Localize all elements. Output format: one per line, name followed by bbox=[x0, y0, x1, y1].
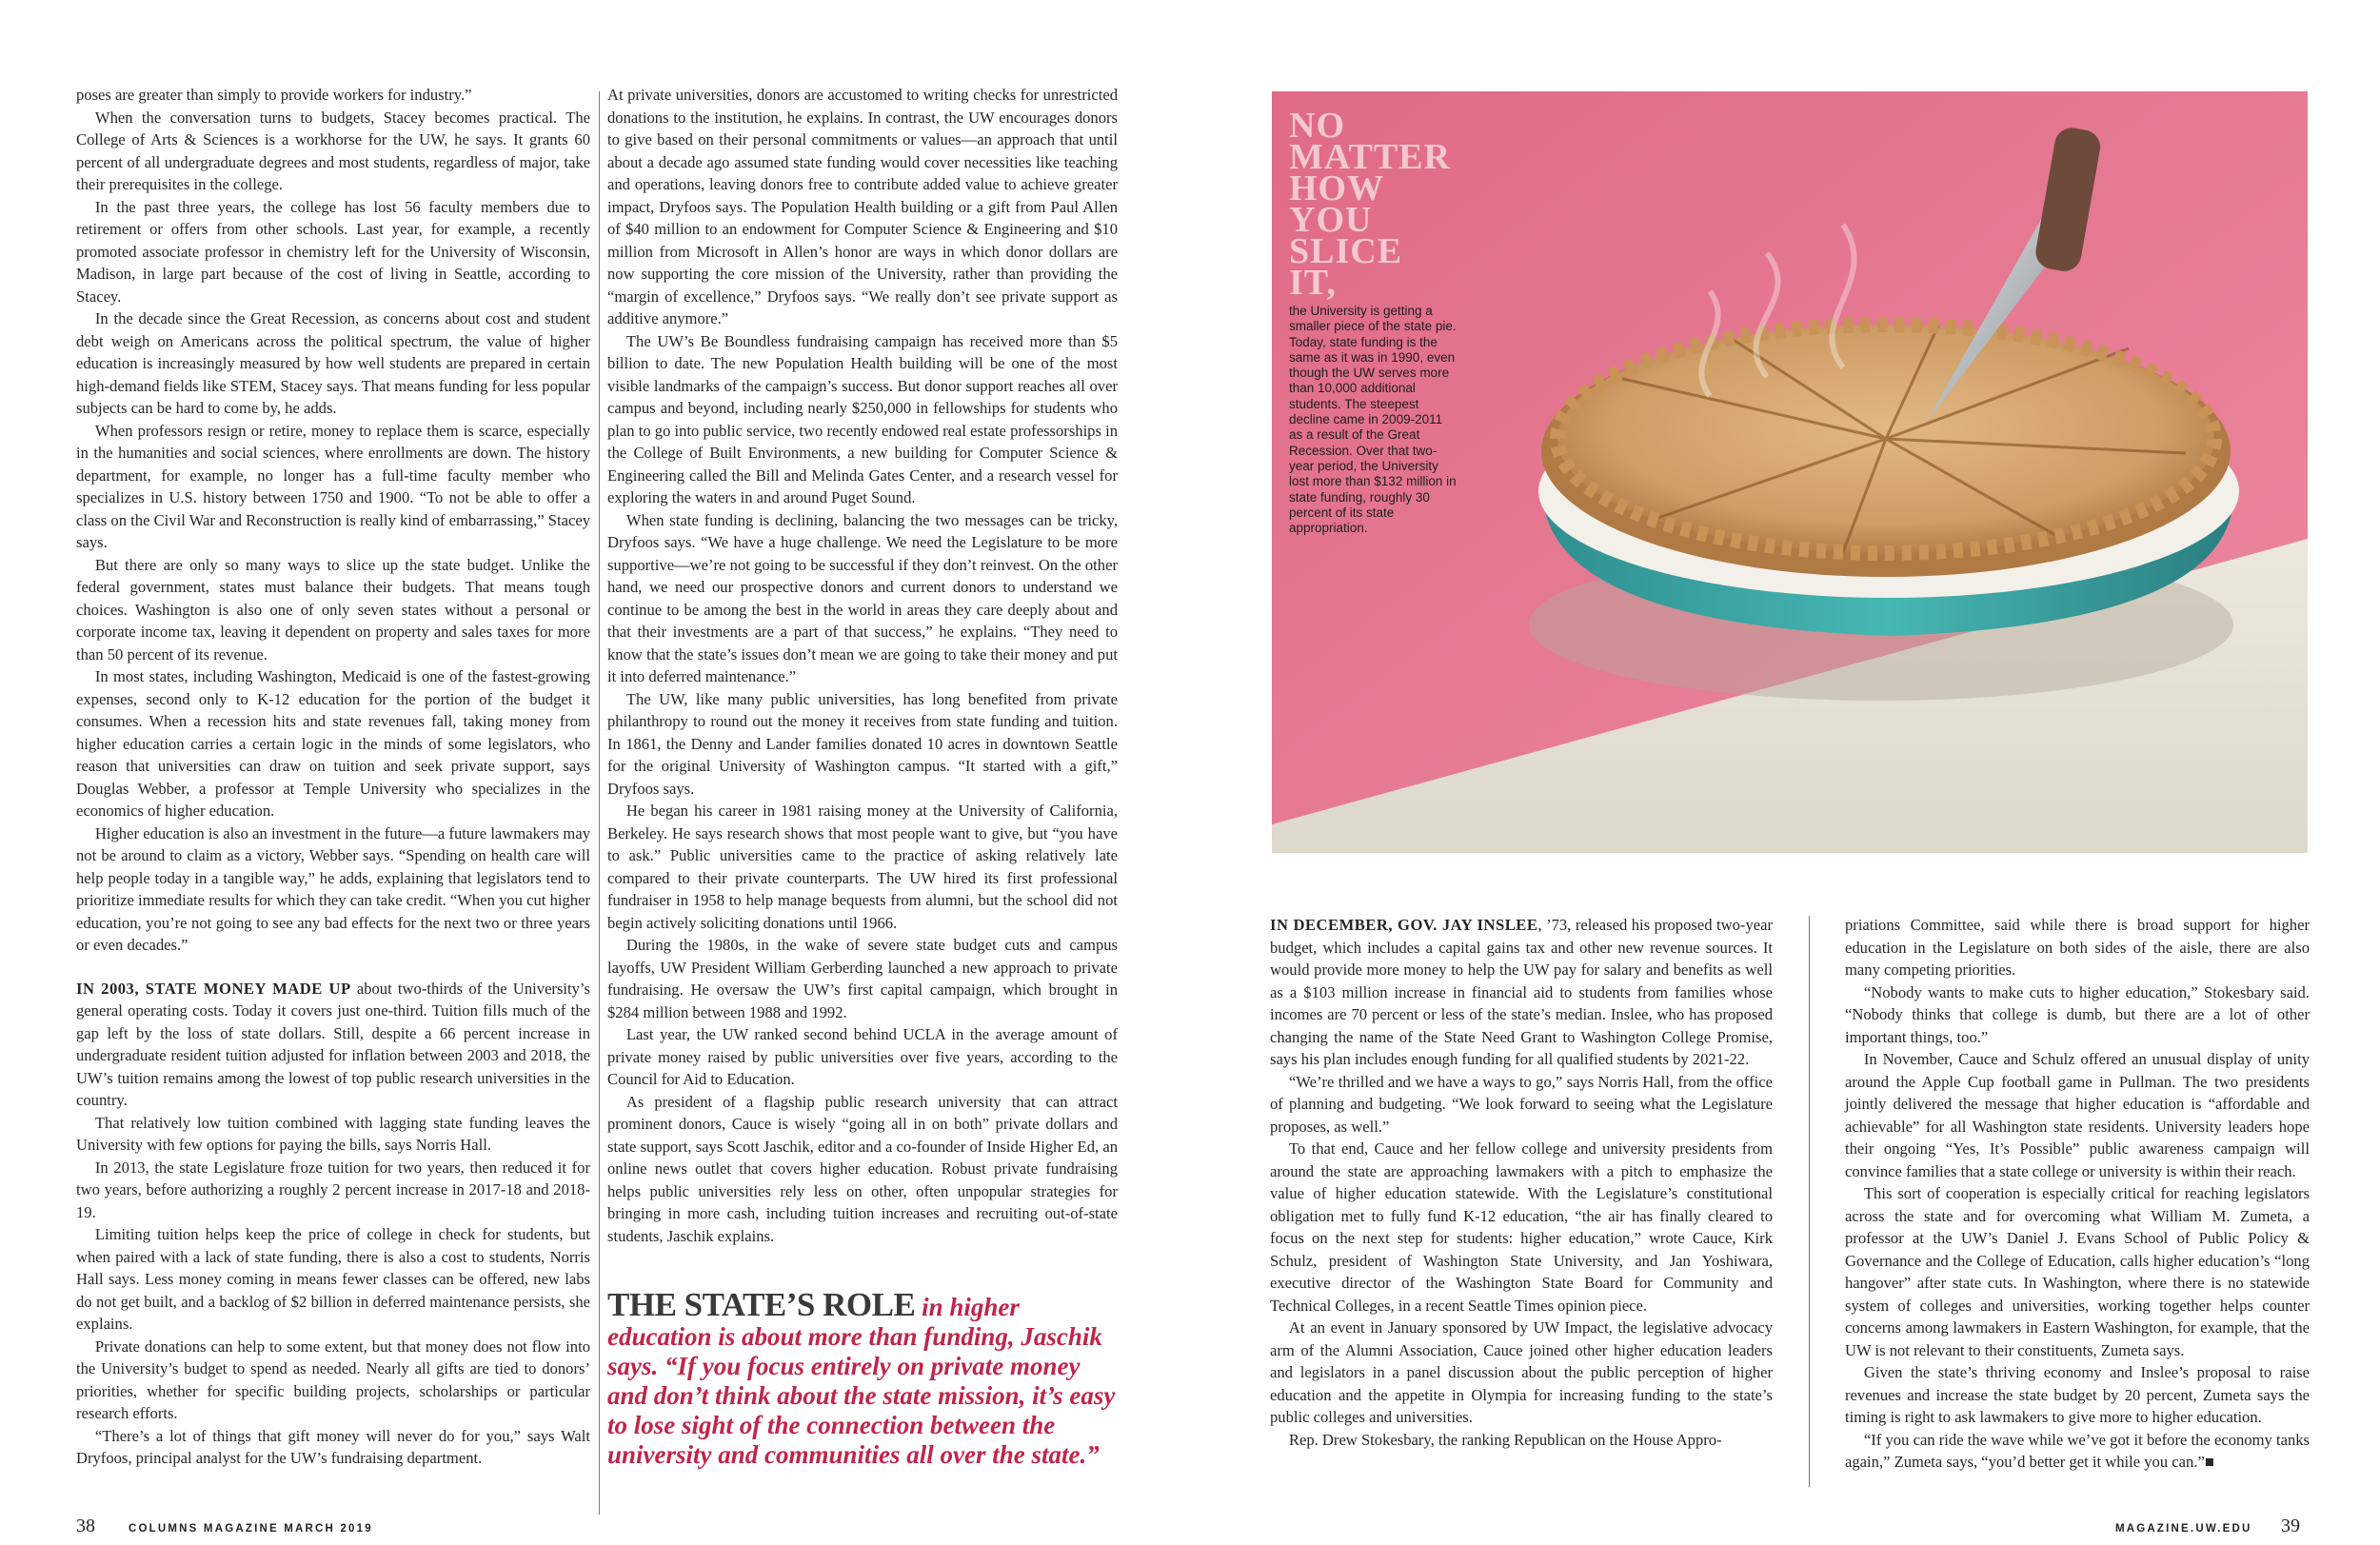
paragraph: This sort of cooperation is especially critical for reaching legislators across the state and for overcoming what William M. Zumeta, a professor at the UW’s Daniel J. Evans School of Public Policy & Governance and the College of Education, calls higher education’s “long hangover” after state cuts. In Washington, where there is no statewide system of colleges and universities, working together helps counter concerns among lawmakers in Eastern Washington, for example, that the UW is not relevant to their constituents, Zumeta says. bbox=[1845, 1184, 2310, 1359]
pie-photo bbox=[1272, 91, 2308, 853]
paragraph: That relatively low tuition combined with lagging state funding leaves the University with few options for paying the bills, says Norris Hall. bbox=[76, 1113, 590, 1154]
paragraph: When state funding is declining, balancing the two messages can be tricky, Dryfoos says. “We have a huge challenge. We need the Legislature to be more supportive—we’re not going to be successful if they don’t reinvest. On the other hand, we need our prospective donors and current donors to understand we continue to be among the best in the world in areas they care deeply about and that their investments are a part of that success,” he explains. “They need to know that the state’s issues don’t mean we are going to take their money and put it into deferred maintenance.” bbox=[607, 510, 1118, 685]
paragraph: At private universities, donors are accustomed to writing checks for unrestricted donations to the institution, he explains. In contrast, the UW encourages donors to give based on their personal commitments or values—an approach that until about a decade ago assumed state funding would cover necessities like teaching and operations, leaving donors free to contribute added value to achieve greater impact, Dryfoos says. The Population Health building or a gift from Paul Allen of $40 million to an endowment for Computer Science & Engineering and $10 million from Microsoft in Allen’s honor are ways in which donor dollars are now supporting the core mission of the University, rather than providing the “margin of excellence,” Dryfoos says. “We really don’t see private support as additive anymore.” bbox=[607, 86, 1118, 327]
paragraph: Higher education is also an investment in the future—a future lawmakers may not be around to claim as a victory, Webber says. “Spending on health care will help people today in a tangible way,” he adds, explaining that legislators tend to prioritize immediate results for which they can take credit. “When you cut higher education, you’re not going to see any bad effects for the next two or three years or even decades.” bbox=[76, 823, 590, 954]
page-number-right: 39 bbox=[2281, 1515, 2300, 1536]
paragraph: priations Committee, said while there is broad support for higher education in the Legislature on both sides of the aisle, there are also many competing priorities. bbox=[1845, 916, 2310, 979]
headline-line: YOU bbox=[1289, 200, 1373, 240]
page-number-left: 38 bbox=[76, 1515, 95, 1536]
paragraph: Given the state’s thriving economy and Inslee’s proposal to raise revenues and increase the state budget by 20 percent, Zumeta says the timing is right to ask lawmakers to give more to higher education. bbox=[1845, 1363, 2310, 1426]
folio-website: MAGAZINE.UW.EDU bbox=[2115, 1523, 2252, 1535]
paragraph: In 2013, the state Legislature froze tuition for two years, then reduced it for two years, before authorizing a roughly 2 percent increase in 2017-18 and 2018-19. bbox=[76, 1158, 590, 1221]
section-lead-paragraph bbox=[1270, 914, 1773, 1071]
paragraph: At an event in January sponsored by UW Impact, the legislative advocacy arm of the Alumni Association, Cauce joined other higher education leaders and legislators in a panel discussion about the public perception of higher education and the appetite in Olympia for increasing funding to the state’s public colleges and universities. bbox=[1270, 1318, 1773, 1426]
column-rule bbox=[599, 91, 600, 1515]
paragraph-text: about two-thirds of the University’s general operating costs. Today it covers just one-third. Tuition fills much of the gap left by the loss of state dollars. Still, despite a 66 percent increase in undergraduate resident tuition adjusted for inflation between 2003 and 2018, the UW’s tuition remains among the lowest of top public research universities in the country. bbox=[76, 979, 590, 1109]
paragraph: The UW, like many public universities, has long benefited from private philanthropy to round out the money it receives from state funding and tuition. In 1861, the Denny and Lander families donated 10 acres in downtown Seattle for the original University of Washington campus. “It started with a gift,” Dryfoos says. bbox=[607, 689, 1118, 798]
section-lead-paragraph bbox=[76, 978, 590, 1112]
paragraph: But there are only so many ways to slice up the state budget. Unlike the federal government, states must balance their budgets. That means tough choices. Washington is also one of only seven states without a personal or corporate income tax, leaving it dependent on property and sales taxes for more than 50 percent of its revenue. bbox=[76, 555, 590, 664]
paragraph: During the 1980s, in the wake of severe state budget cuts and campus layoffs, UW President William Gerberding launched a new approach to private fundraising. He oversaw the UW’s first capital campaign, which brought in $284 million between 1988 and 1992. bbox=[607, 936, 1118, 1021]
paragraph-text: , ’73, released his proposed two-year budget, which includes a capital gains tax and other new revenue sources. It would provide more money to help the UW pay for salary and benefits as well as a $103 million increase in financial aid to students from families whose incomes are 70 percent or less of the state’s median. Inslee, who has proposed changing the name of the State Need Grant to Washington College Promise, says his plan includes enough funding for all qualified students by 2021-22. bbox=[1270, 916, 1773, 1068]
photo-caption: the University is getting a smaller piece of the state pie. Today, state funding is the same as it was in 1990, even though the UW serves more than 10,000 additional students. The steepest decline came in 2009-2011 as a result of the Great Recession. Over that two-year period, the University lost more than $132 million in state funding, roughly 30 percent of its state appropriation. bbox=[1289, 304, 1457, 536]
photo-headline bbox=[1289, 106, 1498, 303]
paragraph: In November, Cauce and Schulz offered an unusual display of unity around the Apple Cup football game in Pullman. The two presidents jointly delivered the message that higher education is “affordable and achievable” for all Washington state residents. University leaders hope their ongoing “Yes, It’s Possible” public awareness campaign will convince families that a state college or university is within their reach. bbox=[1845, 1050, 2310, 1180]
paragraph: To that end, Cauce and her fellow college and university presidents from around the state are approaching lawmakers with a pitch to emphasize the value of higher education statewide. With the Legislature’s constitutional obligation met to fully fund K-12 education, “the air has finally cleared to focus on the next step for students: higher education,” wrote Cauce, Kirk Schulz, president of Washington State University, and Jan Yoshiwara, executive director of the Washington State Board for Community and Technical Colleges, in a recent Seattle Times opinion piece. bbox=[1270, 1139, 1773, 1315]
paragraph: Private donations can help to some extent, but that money does not flow into the University’s budget to spend as needed. Nearly all gifts are tied to donors’ priorities, whether for specific building projects, scholarships or particular research efforts. bbox=[76, 1337, 590, 1422]
article-column-4 bbox=[1845, 914, 2310, 1474]
headline-line: HOW bbox=[1289, 168, 1385, 208]
paragraph-text: “If you can ride the wave while we’ve got it before the economy tanks again,” Zumeta says, “you’d better get it while you can.” bbox=[1845, 1430, 2310, 1471]
pull-quote bbox=[607, 1286, 1121, 1470]
section-lead-in: IN 2003, STATE MONEY MADE UP bbox=[76, 979, 351, 998]
article-column-2 bbox=[607, 84, 1118, 1247]
pull-quote-lead: THE STATE’S ROLE bbox=[607, 1286, 916, 1323]
article-column-3 bbox=[1270, 914, 1773, 1451]
pull-quote-text: in higher education is about more than funding, Jaschik says. “If you focus entirely on private money and don’t think about the state mission, it’s easy to lose sight of the connection between the university and communities all over the state.” bbox=[607, 1293, 1116, 1469]
paragraph: “There’s a lot of things that gift money will never do for you,” says Walt Dryfoos, principal analyst for the UW’s fundraising department. bbox=[76, 1426, 590, 1467]
paragraph: In most states, including Washington, Medicaid is one of the fastest-growing expenses, second only to K-12 education for the portion of the budget it consumes. When a recession hits and state revenues fall, taking money from higher education carries a certain logic in the minds of some legislators, who reason that universities can draw on tuition and seek private support, says Douglas Webber, a professor at Temple University who specializes in the economics of higher education. bbox=[76, 667, 590, 820]
headline-line: NO bbox=[1289, 106, 1345, 146]
end-mark: ■ bbox=[2204, 1453, 2214, 1471]
folio-publication: COLUMNS MAGAZINE MARCH 2019 bbox=[129, 1523, 373, 1535]
paragraph: As president of a flagship public research university that can attract prominent donors, Cauce is wisely “going all in on both” private dollars and state support, says Scott Jaschik, editor and a co-founder of Inside Higher Ed, an online news outlet that covers higher education. Robust private fundraising helps public universities rely less on other, often unpopular strategies for bringing in more cash, including tuition increases and recruiting out-of-state students, Jaschik explains. bbox=[607, 1092, 1118, 1245]
section-lead-in: IN DECEMBER, GOV. JAY INSLEE bbox=[1270, 916, 1538, 934]
paragraph: “We’re thrilled and we have a ways to go,” says Norris Hall, from the office of planning and budgeting. “We look forward to seeing what the Legislature proposes, as well.” bbox=[1270, 1072, 1773, 1136]
paragraph: In the past three years, the college has lost 56 faculty members due to retirement or offers from other schools. Last year, for example, a recently promoted associate professor in chemistry left for the University of Wisconsin, Madison, in large part because of the cost of living in Seattle, according to Stacey. bbox=[76, 197, 590, 306]
headline-line: IT, bbox=[1289, 263, 1337, 303]
article-column-1 bbox=[76, 84, 590, 1470]
paragraph: Last year, the UW ranked second behind UCLA in the average amount of private money raised by public universities over five years, according to the Council for Aid to Education. bbox=[607, 1025, 1118, 1088]
paragraph: Rep. Drew Stokesbary, the ranking Republican on the House Appro- bbox=[1288, 1430, 1722, 1449]
paragraph: The UW’s Be Boundless fundraising campaign has received more than $5 billion to date. The new Population Health building will be one of the most visible landmarks of the campaign’s success. But donor support reaches all over campus and beyond, including nearly $250,000 in fellowships for students who plan to go into public service, two recently endowed real estate professorships in the College of Built Environments, a new building for Computer Science & Engineering called the Bill and Melinda Gates Center, and a research vessel for exploring the waters in and around Puget Sound. bbox=[607, 331, 1118, 506]
paragraph: When the conversation turns to budgets, Stacey becomes practical. The College of Arts & Sciences is a workhorse for the UW, he says. It grants 60 percent of all undergraduate degrees and most students, regardless of major, take their prerequisites in the college. bbox=[76, 108, 590, 193]
paragraph: Limiting tuition helps keep the price of college in check for students, but when paired with a lack of state funding, there is also a cost to students, Norris Hall says. Less money coming in means fewer classes can be offered, new labs do not get built, and a backlog of $2 billion in deferred maintenance persists, she explains. bbox=[76, 1225, 590, 1333]
paragraph: He began his career in 1981 raising money at the University of California, Berkeley. He says research shows that most people want to give, but “you have to ask.” Public universities came to the practice of asking relatively late compared to their private counterparts. The UW hired its first professional fundraiser in 1958 to help manage bequests from alumni, but the school did not begin actively soliciting donations until 1966. bbox=[607, 802, 1118, 932]
headline-line: SLICE bbox=[1289, 231, 1403, 271]
paragraph: “Nobody wants to make cuts to higher education,” Stokesbary said. “Nobody thinks that college is dumb, but there are a lot of other important things, too.” bbox=[1845, 982, 2310, 1046]
paragraph bbox=[1845, 1429, 2310, 1474]
headline-line: MATTER bbox=[1289, 137, 1451, 177]
paragraph: poses are greater than simply to provide workers for industry.” bbox=[76, 86, 472, 104]
paragraph: When professors resign or retire, money to replace them is scarce, especially in the humanities and social sciences, where enrollments are down. The history department, for example, no longer has a full-time faculty member who specializes in U.S. history between 1750 and 1900. “To not be able to offer a class on the Civil War and Reconstruction is really kind of embarrassing,” Stacey says. bbox=[76, 421, 590, 551]
column-rule bbox=[1809, 916, 1810, 1487]
paragraph: In the decade since the Great Recession, as concerns about cost and student debt weigh on Americans across the political spectrum, the value of higher education is increasingly measured by how well students are prepared in certain high-demand fields like STEM, Stacey says. That means funding for less popular subjects can be hard to come by, he adds. bbox=[76, 309, 590, 417]
